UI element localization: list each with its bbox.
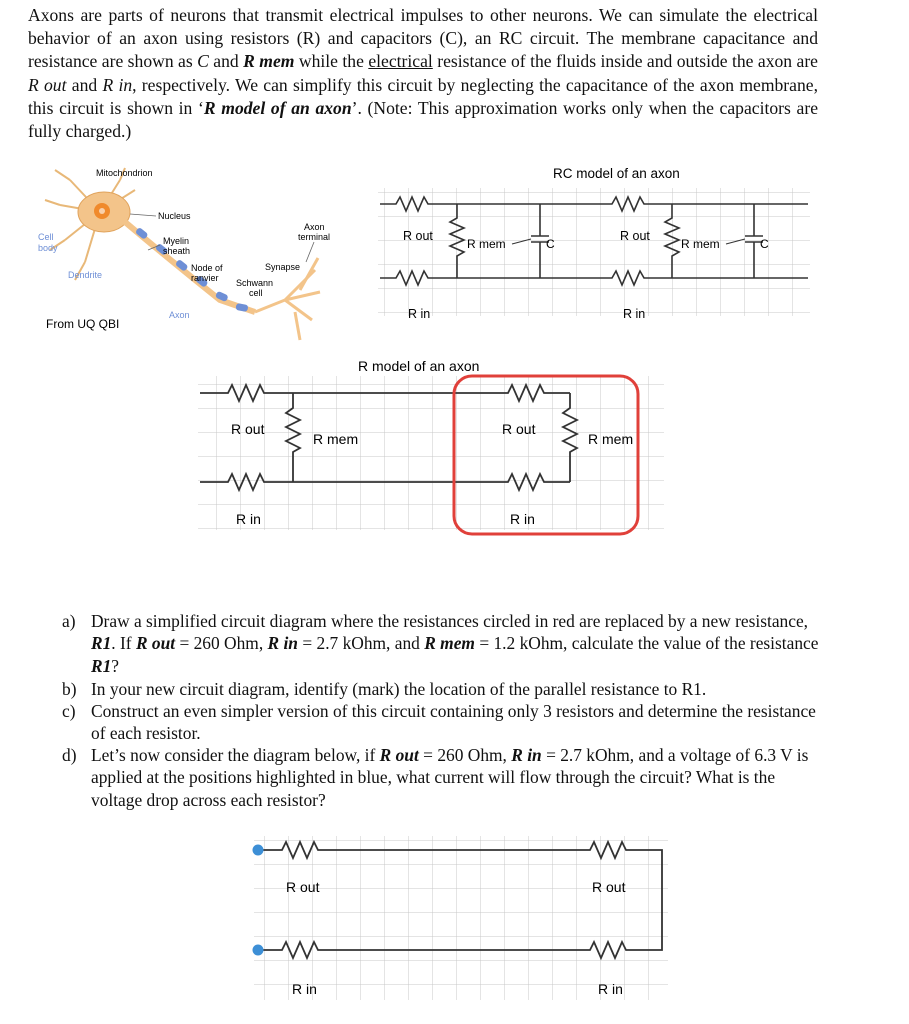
rc-model-circuit: [378, 166, 810, 321]
rc-rin-2: R in: [623, 307, 646, 321]
label-schwann-2: cell: [249, 288, 263, 298]
intro-paragraph: Axons are parts of neurons that transmit electrical impulses to other neurons. We can simulate the electrical behavior of an axon using resistors (R) and capacitors (C), an RC circuit. The membrane capacitance and resistance are shown as C and R mem while the electrical resistance of the fluids inside and outside the axon are R out and R in, respectively. We can simplify this circuit by neglecting the capacitance of the axon membrane, this circuit is shown in ‘R model of an axon’. (Note: This approximation works only when the capacitors are fully charged.): [28, 5, 819, 142]
rc-rout-1: R out: [403, 229, 433, 243]
label-sheath: sheath: [163, 246, 191, 256]
label-axon-terminal-1: Axon: [304, 222, 325, 232]
bc-rout-2: R out: [592, 879, 626, 895]
label-synapse: Synapse: [265, 262, 301, 272]
label-axon: Axon: [169, 310, 190, 320]
terminal-top-dot: [253, 845, 264, 856]
bc-rin-1: R in: [292, 981, 317, 997]
bottom-circuit: [253, 836, 669, 1000]
rc-model-title: RC model of an axon: [553, 166, 680, 181]
neuron-illustration: [38, 168, 330, 340]
question-a: a) Draw a simplified circuit diagram where the resistances circled in red are replaced by a new resistance, R1. If R out = 260 Ohm, R in = 2.7 kOhm, and R mem = 1.2 kOhm, calculate the value of the resistance R1?: [62, 611, 819, 676]
label-schwann-1: Schwann: [236, 278, 274, 288]
label-nucleus: Nucleus: [158, 211, 191, 221]
bc-rin-2: R in: [598, 981, 623, 997]
label-myelin: Myelin: [163, 236, 190, 246]
label-axon-terminal-2: terminal: [298, 232, 331, 242]
rc-rout-2: R out: [620, 229, 650, 243]
label-node-2: ranvier: [191, 273, 219, 283]
question-c: c) Construct an even simpler version of this circuit containing only 3 resistors and determine the resistance of each resistor.: [62, 701, 816, 744]
r-rmem-1: R mem: [313, 431, 359, 447]
r-rmem-2: R mem: [588, 431, 634, 447]
r-rin-2: R in: [510, 511, 535, 527]
question-b: b) In your new circuit diagram, identify (mark) the location of the parallel resistance to R1.: [62, 679, 707, 699]
r-rout-2: R out: [502, 421, 536, 437]
rc-c-1: C: [546, 237, 555, 251]
terminal-bottom-dot: [253, 945, 264, 956]
r-model-title: R model of an axon: [358, 358, 480, 374]
bc-rout-1: R out: [286, 879, 320, 895]
r-rout-1: R out: [231, 421, 265, 437]
neuron-credit: From UQ QBI: [46, 317, 120, 331]
rc-rmem-1: R mem: [467, 237, 506, 251]
label-body: body: [38, 243, 58, 253]
question-d: d) Let’s now consider the diagram below, if R out = 260 Ohm, R in = 2.7 kOhm, and a voltage of 6.3 V is applied at the positions highlighted in blue, what current will flow through the circuit? What is the voltage drop across each resistor?: [62, 745, 809, 810]
label-cell: Cell: [38, 232, 54, 242]
label-node-1: Node of: [191, 263, 223, 273]
label-dendrite: Dendrite: [68, 270, 103, 280]
rc-rin-1: R in: [408, 307, 431, 321]
label-mitochondrion: Mitochondrion: [96, 168, 153, 178]
r-model-circuit: [198, 358, 664, 534]
rc-rmem-2: R mem: [681, 237, 720, 251]
rc-c-2: C: [760, 237, 769, 251]
r-rin-1: R in: [236, 511, 261, 527]
